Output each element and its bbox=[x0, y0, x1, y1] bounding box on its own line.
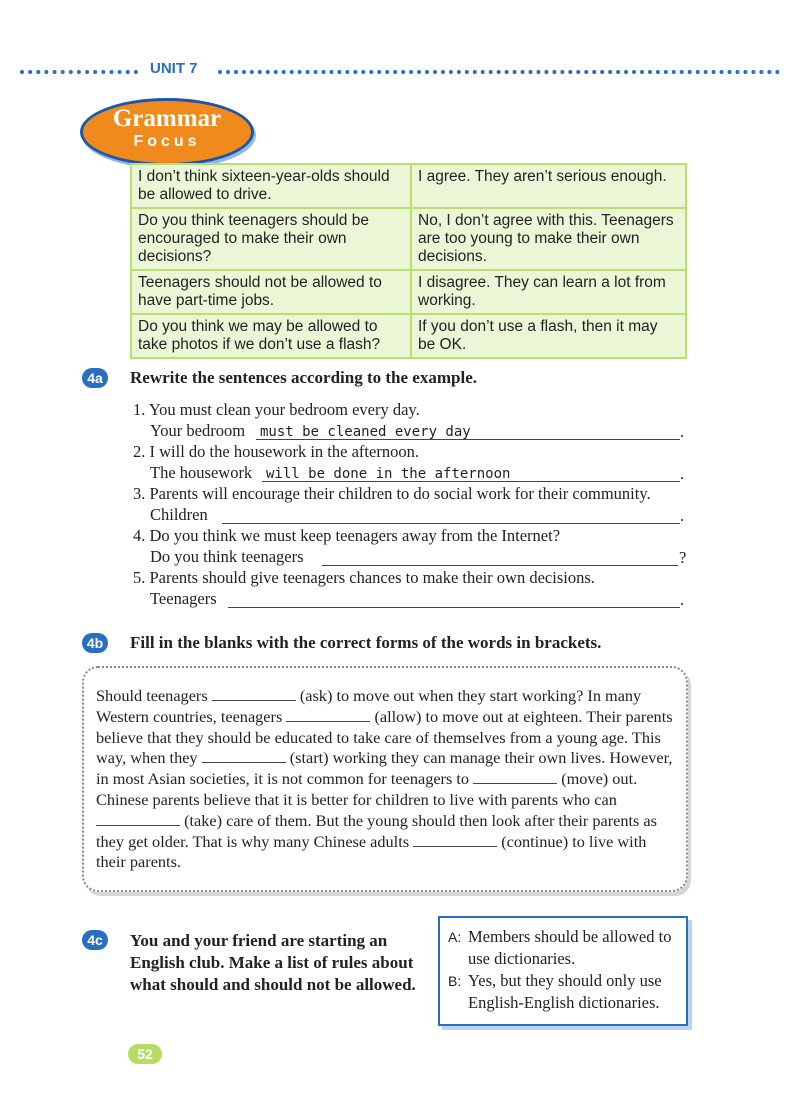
ex4a-sentence-1: 1. You must clean your bedroom every day. bbox=[133, 400, 420, 419]
table-cell: If you don’t use a flash, then it may be OK. bbox=[411, 314, 686, 358]
exercise-4a-marker: 4a bbox=[82, 368, 108, 388]
passage-segment: (ask) to move out when they start working? In many Western countries, teenagers bbox=[96, 686, 642, 726]
speaker-label: A: bbox=[448, 929, 462, 945]
passage-blank-2[interactable] bbox=[286, 720, 370, 722]
table-cell: I don’t think sixteen-year-olds should be allowed to drive. bbox=[131, 164, 411, 208]
grammar-table bbox=[130, 163, 687, 359]
passage-segment: (continue) to live with their parents. bbox=[96, 831, 647, 872]
ex4a-prompt-2: The housework bbox=[150, 463, 253, 482]
exercise-4c-instruction: You and your friend are starting an English club. Make a list of rules about what should and should not be allowed. bbox=[130, 931, 416, 994]
ex4a-end-5: . bbox=[680, 590, 685, 609]
passage-segment: Should teenagers bbox=[96, 686, 212, 705]
table-row bbox=[131, 208, 686, 270]
ex4a-prompt-3: Children bbox=[150, 505, 208, 524]
table-cell: I agree. They aren’t serious enough. bbox=[411, 164, 686, 208]
passage-blank-6[interactable] bbox=[413, 845, 497, 847]
passage-segment: (take) care of them. But the young should then look after their parents as they get older. That is why many Chinese adults bbox=[96, 810, 657, 851]
passage-blank-5[interactable] bbox=[96, 824, 180, 826]
ex4a-answer-line-5[interactable] bbox=[228, 607, 680, 608]
ex4a-answer-1: must be cleaned every day bbox=[260, 424, 471, 440]
exercise-4a-instruction: Rewrite the sentences according to the example. bbox=[130, 368, 477, 387]
passage-blank-4[interactable] bbox=[473, 782, 557, 784]
ex4a-sentence-5: 5. Parents should give teenagers chances to make their own decisions. bbox=[133, 568, 595, 587]
ex4a-end-4: ? bbox=[679, 548, 687, 567]
table-row bbox=[131, 164, 686, 208]
ex4a-sentence-2: 2. I will do the housework in the afternoon. bbox=[133, 442, 419, 461]
table-cell: Do you think we may be allowed to take photos if we don’t use a flash? bbox=[131, 314, 411, 358]
ex4a-prompt-5: Teenagers bbox=[150, 589, 217, 608]
ex4a-answer-line-3[interactable] bbox=[222, 523, 680, 524]
grammar-focus-badge bbox=[80, 98, 254, 166]
dialogue-box bbox=[438, 916, 688, 1026]
table-cell: Teenagers should not be allowed to have part-time jobs. bbox=[131, 270, 411, 314]
table-cell: I disagree. They can learn a lot from working. bbox=[411, 270, 686, 314]
ex4a-prompt-1: Your bedroom bbox=[150, 421, 246, 440]
passage-segment: (allow) to move out at eighteen. Their parents believe that they should be educated to take care of themselves from a young age. This way, when they bbox=[96, 706, 673, 768]
passage-text bbox=[96, 686, 676, 873]
header-dots-right bbox=[218, 70, 780, 74]
page-number: 52 bbox=[128, 1044, 162, 1064]
table-cell: No, I don’t agree with this. Teenagers are too young to make their own decisions. bbox=[411, 208, 686, 270]
ex4a-end-1: . bbox=[680, 422, 685, 441]
passage-blank-1[interactable] bbox=[212, 699, 296, 701]
speaker-label: B: bbox=[448, 973, 462, 989]
ex4a-end-3: . bbox=[680, 506, 685, 525]
dialogue-text: Members should be allowed to use dictionaries. bbox=[468, 927, 672, 968]
exercise-4b-instruction: Fill in the blanks with the correct forms of the words in brackets. bbox=[130, 633, 602, 652]
passage-blank-3[interactable] bbox=[202, 761, 286, 763]
dialogue-line-b bbox=[440, 970, 686, 1014]
badge-subtitle: Focus bbox=[133, 133, 201, 150]
ex4a-answer-line-4[interactable] bbox=[322, 565, 678, 566]
header-dots-left bbox=[20, 70, 138, 74]
exercise-4b-marker: 4b bbox=[82, 633, 108, 653]
dialogue-text: Yes, but they should only use English-English dictionaries. bbox=[468, 971, 662, 1012]
passage-segment: (move) out. Chinese parents believe that it is better for children to live with parents who can bbox=[96, 769, 638, 809]
dialogue-line-a bbox=[440, 926, 686, 970]
badge-title: Grammar bbox=[112, 105, 222, 132]
exercise-4c-marker: 4c bbox=[82, 930, 108, 950]
ex4a-answer-2: will be done in the afternoon bbox=[266, 466, 511, 482]
table-row bbox=[131, 314, 686, 358]
ex4a-sentence-4: 4. Do you think we must keep teenagers away from the Internet? bbox=[133, 526, 561, 545]
table-cell: Do you think teenagers should be encouraged to make their own decisions? bbox=[131, 208, 411, 270]
ex4a-prompt-4: Do you think teenagers bbox=[150, 547, 304, 566]
ex4a-end-2: . bbox=[680, 464, 685, 483]
passage-segment: (start) working they can manage their own lives. However, in most Asian societies, it is not common for teenagers to bbox=[96, 748, 673, 789]
ex4a-sentence-3: 3. Parents will encourage their children to do social work for their community. bbox=[133, 484, 651, 503]
table-row bbox=[131, 270, 686, 314]
unit-label: UNIT 7 bbox=[150, 60, 198, 77]
